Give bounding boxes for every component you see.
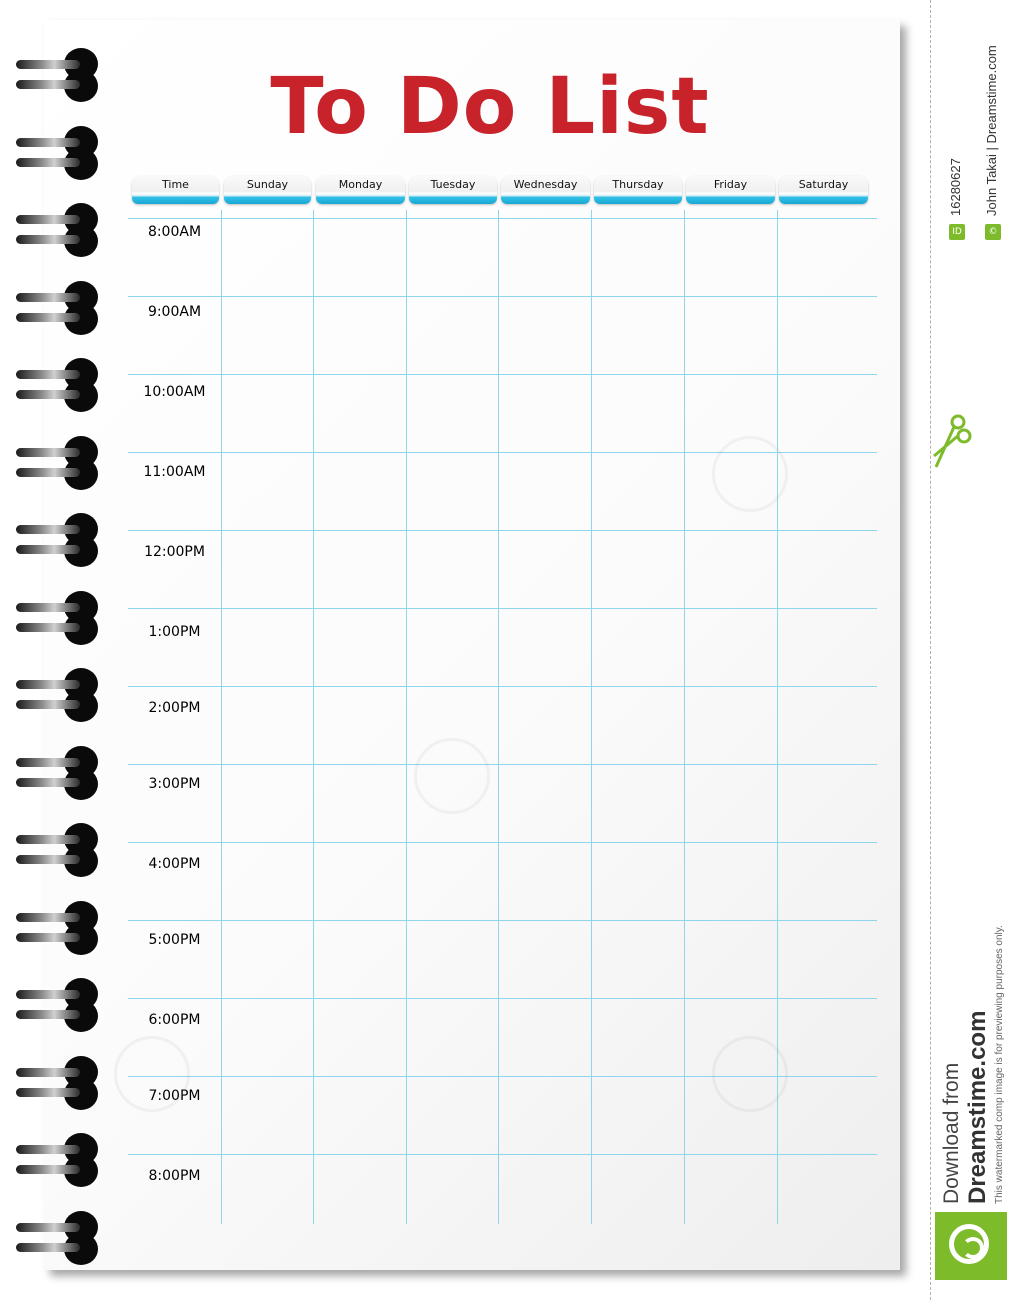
scissors-icon bbox=[928, 412, 972, 472]
time-slot-label: 10:00AM bbox=[143, 384, 206, 400]
time-slot-label: 7:00PM bbox=[148, 1088, 201, 1104]
spiral-binding-ring bbox=[14, 976, 100, 1034]
column-header-friday: Friday bbox=[686, 176, 775, 204]
spiral-binding-ring bbox=[14, 1054, 100, 1112]
spiral-binding-ring bbox=[14, 821, 100, 879]
watermark-swirl bbox=[712, 436, 788, 512]
grid-row-line bbox=[128, 530, 877, 531]
column-header-tuesday: Tuesday bbox=[409, 176, 497, 204]
watermark-swirl bbox=[114, 1036, 190, 1112]
grid-column-line bbox=[684, 210, 685, 1224]
time-slot-label: 5:00PM bbox=[148, 932, 201, 948]
time-slot-label: 2:00PM bbox=[148, 700, 201, 716]
time-slot-label: 1:00PM bbox=[148, 624, 201, 640]
grid-column-line bbox=[406, 210, 407, 1224]
grid-row-line bbox=[128, 296, 877, 297]
time-slot-label: 3:00PM bbox=[148, 776, 201, 792]
spiral-binding-ring bbox=[14, 356, 100, 414]
swirl-icon bbox=[949, 1224, 989, 1264]
column-header-monday: Monday bbox=[316, 176, 405, 204]
grid-row-line bbox=[128, 920, 877, 921]
column-header-wednesday: Wednesday bbox=[501, 176, 590, 204]
spiral-binding-ring bbox=[14, 1131, 100, 1189]
time-slot-label: 9:00AM bbox=[147, 304, 202, 320]
grid-row-line bbox=[128, 1154, 877, 1155]
time-slot-label: 11:00AM bbox=[143, 464, 206, 480]
dreamstime-brand: Dreamstime.com bbox=[964, 1010, 991, 1204]
spiral-binding-ring bbox=[14, 279, 100, 337]
watermark-swirl bbox=[712, 1036, 788, 1112]
spiral-binding-ring bbox=[14, 434, 100, 492]
spiral-binding-ring bbox=[14, 744, 100, 802]
grid-column-line bbox=[221, 210, 222, 1224]
column-header-sunday: Sunday bbox=[224, 176, 311, 204]
time-slot-label: 12:00PM bbox=[144, 544, 205, 560]
grid-row-line bbox=[128, 218, 877, 219]
grid-row-line bbox=[128, 764, 877, 765]
grid-row-line bbox=[128, 842, 877, 843]
time-slot-label: 6:00PM bbox=[148, 1012, 201, 1028]
copyright-badge: © bbox=[985, 224, 1001, 240]
grid-row-line bbox=[128, 374, 877, 375]
download-from-text: Download from bbox=[940, 1062, 963, 1204]
time-slot-label: 4:00PM bbox=[148, 856, 201, 872]
id-badge: ID bbox=[949, 224, 965, 240]
spiral-binding-ring bbox=[14, 1209, 100, 1267]
watermark-swirl bbox=[414, 738, 490, 814]
time-slot-label: 8:00PM bbox=[148, 1168, 201, 1184]
grid-column-line bbox=[498, 210, 499, 1224]
grid-column-line bbox=[313, 210, 314, 1224]
time-slot-label: 8:00AM bbox=[147, 224, 202, 240]
column-header-thursday: Thursday bbox=[594, 176, 682, 204]
spiral-binding-ring bbox=[14, 666, 100, 724]
spiral-binding-ring bbox=[14, 201, 100, 259]
image-id: 16280627 bbox=[948, 158, 963, 216]
spiral-binding-ring bbox=[14, 899, 100, 957]
grid-column-line bbox=[591, 210, 592, 1224]
watermark-disclaimer: This watermarked comp image is for previewing purposes only. bbox=[994, 925, 1005, 1204]
grid-row-line bbox=[128, 686, 877, 687]
spiral-binding-ring bbox=[14, 124, 100, 182]
spiral-binding-ring bbox=[14, 511, 100, 569]
grid-row-line bbox=[128, 998, 877, 999]
dreamstime-logo-icon bbox=[935, 1212, 1007, 1280]
page-title: To Do List bbox=[270, 62, 710, 152]
spiral-binding-ring bbox=[14, 589, 100, 647]
grid-row-line bbox=[128, 608, 877, 609]
column-header-time: Time bbox=[132, 176, 219, 204]
column-header-saturday: Saturday bbox=[779, 176, 868, 204]
photographer-credit: John Takai | Dreamstime.com bbox=[984, 45, 999, 216]
spiral-binding-ring bbox=[14, 46, 100, 104]
